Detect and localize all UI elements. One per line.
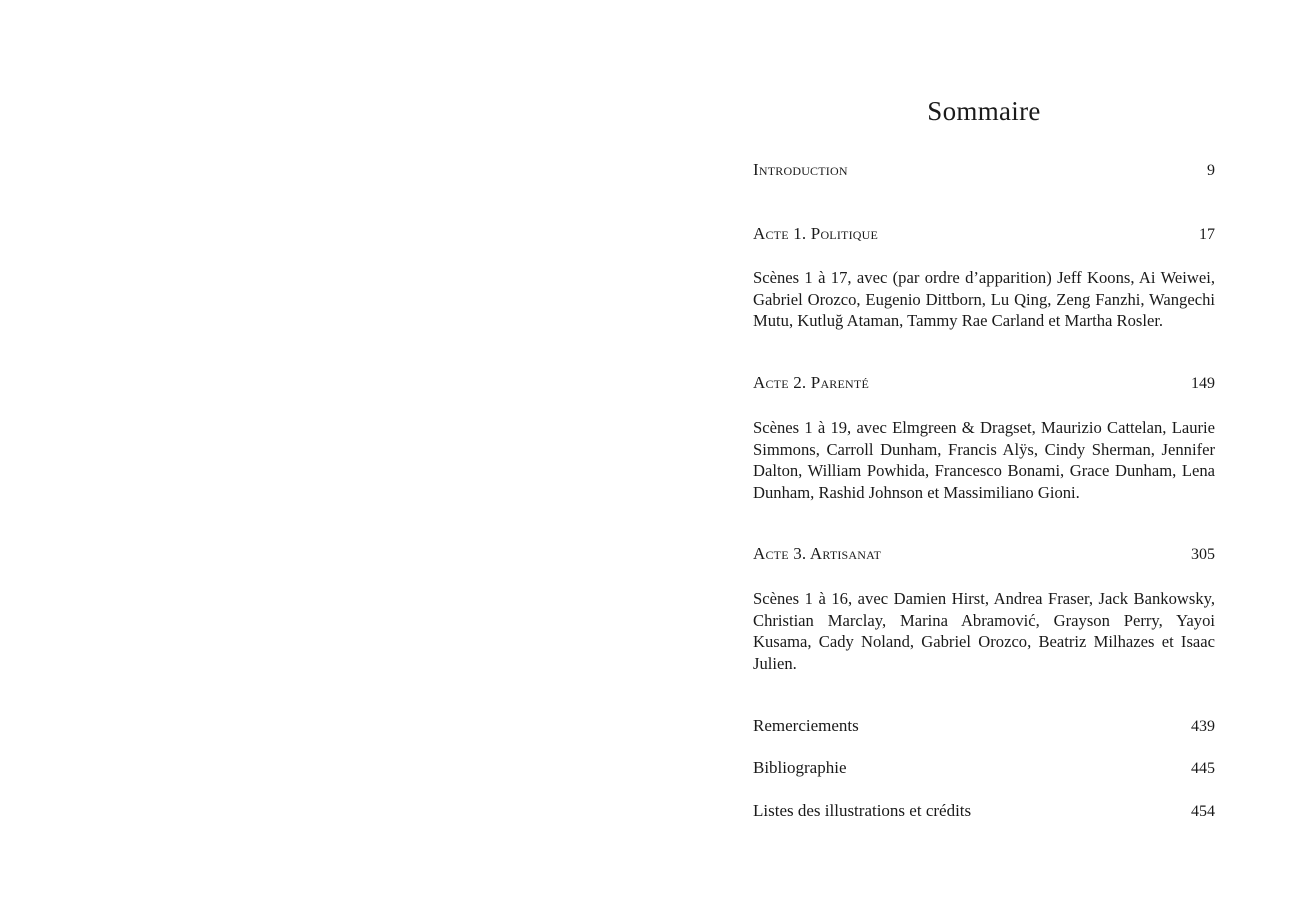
toc-entry-bibliographie[interactable] (753, 758, 1215, 778)
toc-entry-page: 305 (1191, 546, 1215, 563)
toc-entry-description: Scènes 1 à 19, avec Elmgreen & Dragset, Maurizio Cattelan, Laurie Simmons, Carroll Dunham, Francis Alÿs, Cindy Sherman, Jennifer Dalton, William Powhida, Francesco Bonami, Grace Dunham, Lena Dunham, Rashid Johnson et Massimiliano Gioni. (753, 418, 1215, 502)
toc-entry-remerciements[interactable] (753, 716, 1215, 736)
left-page-blank (0, 0, 652, 913)
toc-entry-page: 445 (1191, 760, 1215, 777)
toc-entry-introduction[interactable] (753, 160, 1215, 180)
toc-entry-label: Acte 1. Politique (753, 224, 879, 243)
toc-entry-label: Bibliographie (753, 758, 847, 777)
toc-entry-page: 17 (1199, 226, 1215, 243)
toc-entry-label: Remerciements (753, 716, 859, 735)
toc-entry-acte-3[interactable] (753, 544, 1215, 564)
toc-entry-label: Acte 3. Artisanat (753, 544, 882, 563)
page-title: Sommaire (927, 96, 1041, 127)
toc-entry-page: 9 (1207, 162, 1215, 179)
toc-entry-acte-1[interactable] (753, 224, 1215, 244)
toc-entry-acte-2[interactable] (753, 373, 1215, 393)
toc-entry-illustrations[interactable] (753, 801, 1215, 821)
toc-entry-page: 454 (1191, 803, 1215, 820)
toc-entry-description: Scènes 1 à 16, avec Damien Hirst, Andrea Fraser, Jack Bankowsky, Christian Marclay, Marina Abramović, Grayson Perry, Yayoi Kusama, Cady Noland, Gabriel Orozco, Beatriz Milhazes et Isaac Julien. (753, 589, 1215, 673)
toc-entry-page: 439 (1191, 718, 1215, 735)
toc-entry-label: Introduction (753, 160, 848, 179)
toc-entry-label: Listes des illustrations et crédits (753, 801, 972, 820)
toc-entry-description: Scènes 1 à 17, avec (par ordre d’apparition) Jeff Koons, Ai Weiwei, Gabriel Orozco, Eugenio Dittborn, Lu Qing, Zeng Fanzhi, Wangechi Mutu, Kutluğ Ataman, Tammy Rae Carland et Martha Rosler. (753, 268, 1215, 330)
toc-entry-label: Acte 2. Parenté (753, 373, 869, 392)
toc-entry-page: 149 (1191, 375, 1215, 392)
